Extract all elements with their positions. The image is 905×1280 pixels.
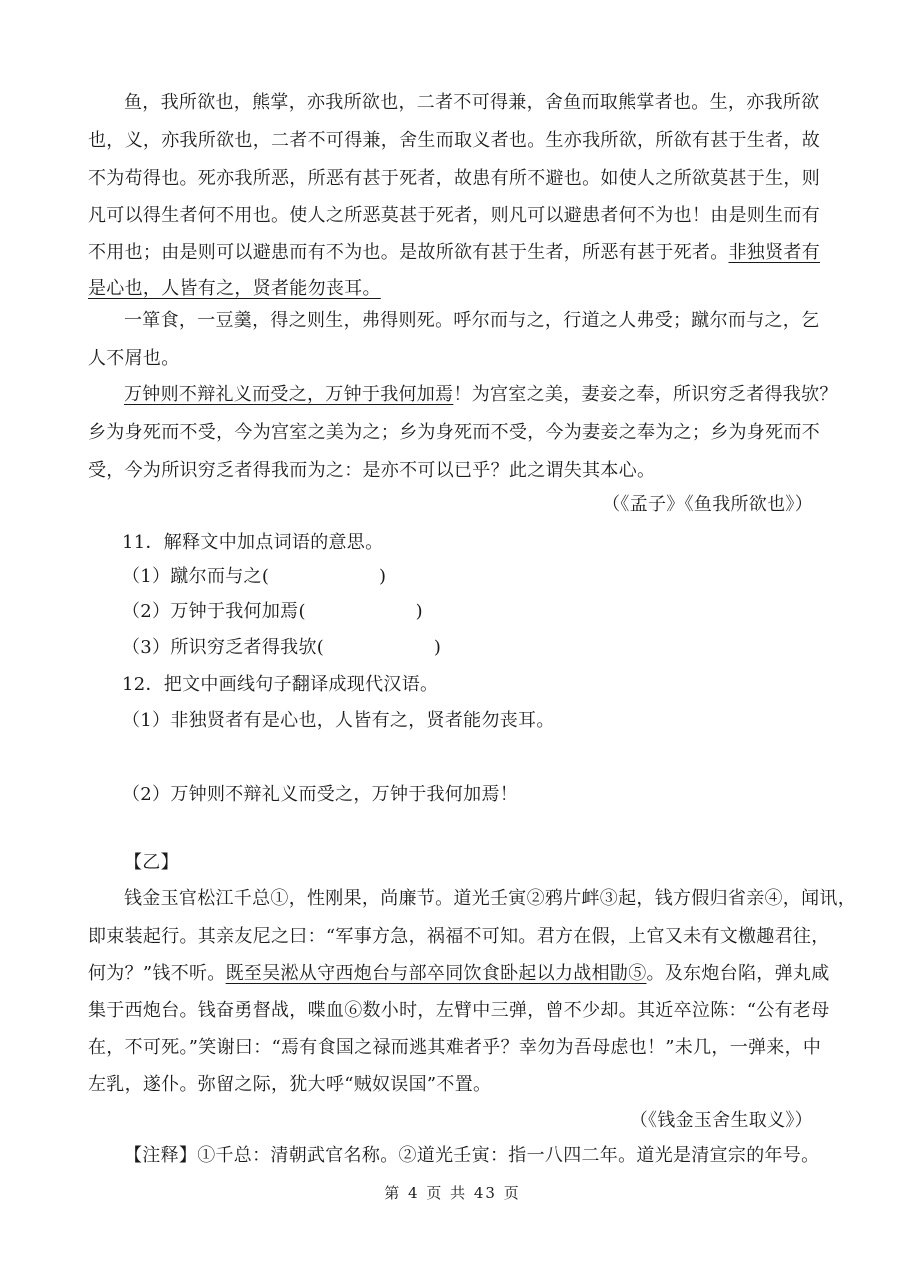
yi-line-1: 钱金玉官松江千总①，性刚果，尚廉节。道光壬寅②鸦片衅③起，钱方假归省亲④，闻讯， (124, 888, 856, 909)
yi-line-4: 集于西炮台。钱奋勇督战，喋血⑥数小时，左臂中三弹，曾不少却。其近卒泣陈：“公有老母 (88, 1000, 830, 1021)
page-footer: 第 4 页 共 43 页 (384, 1184, 521, 1202)
underlined-sentence-1b: 是心也，人皆有之，贤者能勿丧耳。 (88, 278, 381, 299)
jia-source: （《孟子》《鱼我所欲也》） (602, 494, 813, 515)
jia-para3-line-3: 受，今为所识穷乏者得我而为之：是亦不可以已乎？此之谓失其本心。 (88, 460, 656, 481)
jia-para3-rest: ！为宫室之美，妻妾之奉，所识穷乏者得我欤？ (453, 384, 838, 405)
jia-para3-line-2: 乡为身死而不受，今为宫室之美为之；乡为身死而不受，今为妻妾之奉为之；乡为身死而不 (88, 422, 820, 443)
underlined-sentence-3: 既至吴淞从守西炮台与部卒同饮食卧起以力战相勖⑤ (225, 963, 647, 984)
jia-line-6 (88, 274, 823, 304)
question-12-item-2: （2）万钟则不辩礼义而受之，万钟于我何加焉！ (122, 784, 519, 805)
yi-line-6: 左乳，遂仆。弥留之际，犹大呼“贼奴误国”不置。 (88, 1074, 492, 1095)
jia-line-5-text: 不用也；由是则可以避患而有不为也。是故所欲有甚于生者，所恶有甚于死者。 (88, 242, 729, 263)
jia-line-4: 凡可以得生者何不用也。使人之所恶莫甚于死者，则凡可以避患者何不为也！由是则生而有 (88, 205, 820, 226)
yi-line-3a: 何为？”钱不听。 (88, 963, 226, 984)
yi-line-2: 即束装起行。其亲友尼之曰：“军事方急，祸福不可知。君方在假，上官又未有文檄趣君往， (88, 926, 830, 947)
yi-line-3b: 。及东炮台陷，弹丸咸 (646, 963, 830, 984)
jia-para2-line-2: 人不屑也。 (88, 348, 180, 369)
jia-line-2: 也，义，亦我所欲也，二者不可得兼，舍生而取义者也。生亦我所欲，所欲有甚于生者，故 (88, 130, 820, 151)
yi-source: （《钱金玉舍生取义》） (629, 1110, 813, 1131)
question-11-item-3: （3）所识穷乏者得我欤( ) (122, 637, 442, 658)
jia-line-3: 不为苟得也。死亦我所恶，所恶有甚于死者，故患有所不避也。如使人之所欲莫甚于生，则 (88, 168, 820, 189)
question-11-title: 11．解释文中加点词语的意思。 (122, 532, 384, 553)
question-11-item-2: （2）万钟于我何加焉( ) (122, 601, 423, 622)
question-12-item-1: （1）非独贤者有是心也，人皆有之，贤者能勿丧耳。 (122, 710, 555, 731)
yi-annotation: 【注释】①千总：清朝武官名称。②道光壬寅：指一八四二年。道光是清宣宗的年号。 (124, 1145, 820, 1166)
jia-line-1: 鱼，我所欲也，熊掌，亦我所欲也，二者不可得兼，舍鱼而取熊掌者也。生，亦我所欲 (124, 92, 820, 113)
question-12-title: 12．把文中画线句子翻译成现代汉语。 (122, 674, 439, 695)
jia-para2-line-1: 一箪食，一豆羹，得之则生，弗得则死。呼尔而与之，行道之人弗受；蹴尔而与之，乞 (124, 310, 820, 331)
yi-line-5: 在，不可死。”笑谢曰：“焉有食国之禄而逃其难者乎？幸勿为吾母虑也！”未几，一弹来，中 (88, 1037, 822, 1058)
jia-line-5 (88, 238, 823, 268)
question-11-item-1: （1）蹴尔而与之( ) (122, 566, 387, 587)
yi-heading: 【乙】 (124, 852, 179, 873)
underlined-sentence-1a: 非独贤者有 (728, 242, 820, 263)
underlined-sentence-2: 万钟则不辩礼义而受之，万钟于我何加焉 (124, 384, 454, 405)
jia-para3-line-1 (124, 380, 838, 410)
yi-line-3 (88, 959, 830, 989)
